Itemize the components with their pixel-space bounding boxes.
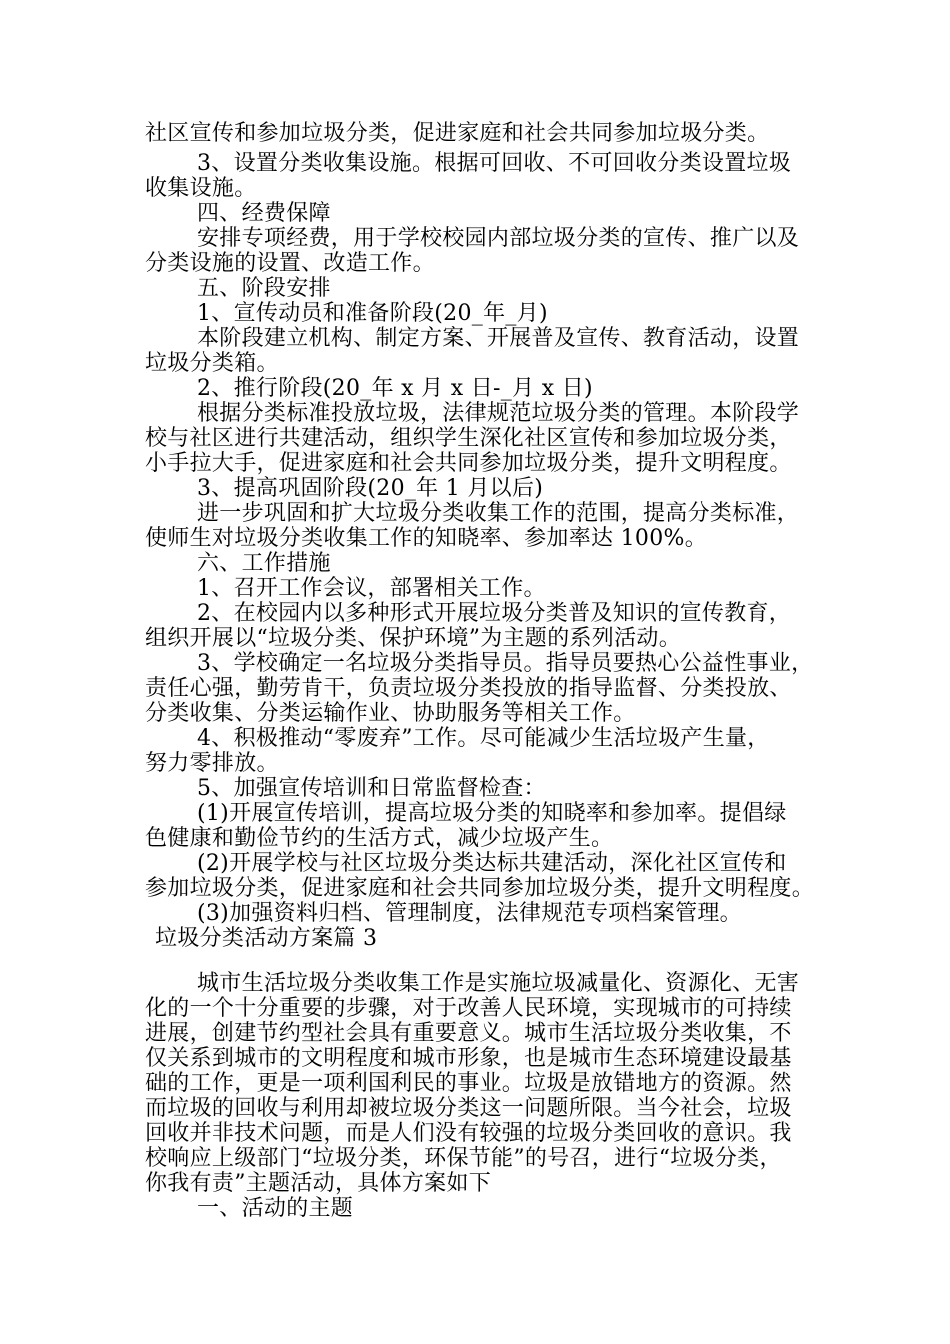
text-line: (1)开展宣传培训，提高垃圾分类的知晓率和参加率。提倡绿 <box>197 801 787 826</box>
text-line: 你我有责”主题活动，具体方案如下 <box>145 1171 492 1196</box>
text-line: 5、加强宣传培训和日常监督检查： <box>197 776 546 801</box>
article-title: 垃圾分类活动方案篇 3 <box>155 926 378 951</box>
text-line: 收集设施。 <box>145 176 257 201</box>
section-heading: 一、活动的主题 <box>197 1196 354 1221</box>
text-line: 础的工作，更是一项利国利民的事业。垃圾是放错地方的资源。然 <box>145 1071 792 1096</box>
text-line: 安排专项经费，用于学校校园内部垃圾分类的宣传、推广以及 <box>197 226 800 251</box>
text-line: 使师生对垃圾分类收集工作的知晓率、参加率达 100%。 <box>145 526 707 551</box>
text-line: 小手拉大手，促进家庭和社会共同参加垃圾分类，提升文明程度。 <box>145 451 792 476</box>
text-line: 分类收集、分类运输作业、协助服务等相关工作。 <box>145 701 636 726</box>
text-line: 社区宣传和参加垃圾分类，促进家庭和社会共同参加垃圾分类。 <box>145 121 770 146</box>
text-line: (3)加强资料归档、管理制度，法律规范专项档案管理。 <box>197 901 742 926</box>
text-line: 3、学校确定一名垃圾分类指导员。指导员要热心公益性事业， <box>197 651 814 676</box>
section-heading: 六、工作措施 <box>197 551 331 576</box>
text-line: 进展，创建节约型社会具有重要意义。城市生活垃圾分类收集，不 <box>145 1021 792 1046</box>
text-line: 2、推行阶段(20_年 x 月 x 日-_月 x 日) <box>197 376 593 401</box>
text-line: 1、召开工作会议，部署相关工作。 <box>197 576 546 601</box>
text-line: 校与社区进行共建活动，组织学生深化社区宣传和参加垃圾分类， <box>145 426 792 451</box>
text-line: 4、积极推动“零废弃”工作。尽可能减少生活垃圾产生量， <box>197 726 770 751</box>
text-line: 1、宣传动员和准备阶段(20_年_月) <box>197 301 548 326</box>
section-heading: 四、经费保障 <box>197 201 331 226</box>
text-line: 仅关系到城市的文明程度和城市形象，也是城市生态环境建设最基 <box>145 1046 792 1071</box>
text-line: 城市生活垃圾分类收集工作是实施垃圾减量化、资源化、无害 <box>197 971 800 996</box>
text-line: 化的一个十分重要的步骤，对于改善人民环境，实现城市的可持续 <box>145 996 792 1021</box>
text-line: 校响应上级部门“垃圾分类，环保节能”的号召，进行“垃圾分类， <box>145 1146 782 1171</box>
section-heading: 五、阶段安排 <box>197 276 331 301</box>
text-line: 努力零排放。 <box>145 751 279 776</box>
text-line: 而垃圾的回收与利用却被垃圾分类这一问题所限。当今社会，垃圾 <box>145 1096 792 1121</box>
text-line: 分类设施的设置、改造工作。 <box>145 251 435 276</box>
text-line: (2)开展学校与社区垃圾分类达标共建活动，深化社区宣传和 <box>197 851 787 876</box>
text-line: 回收并非技术问题，而是人们没有较强的垃圾分类回收的意识。我 <box>145 1121 792 1146</box>
text-line: 责任心强，勤劳肯干，负责垃圾分类投放的指导监督、分类投放、 <box>145 676 792 701</box>
text-line: 根据分类标准投放垃圾，法律规范垃圾分类的管理。本阶段学 <box>197 401 800 426</box>
text-line: 3、设置分类收集设施。根据可回收、不可回收分类设置垃圾 <box>197 151 792 176</box>
text-line: 组织开展以“垃圾分类、保护环境”为主题的系列活动。 <box>145 626 681 651</box>
text-line: 2、在校园内以多种形式开展垃圾分类普及知识的宣传教育， <box>197 601 792 626</box>
text-line: 3、提高巩固阶段(20_年 1 月以后) <box>197 476 544 501</box>
text-line: 垃圾分类箱。 <box>145 351 279 376</box>
text-line: 本阶段建立机构、制定方案、开展普及宣传、教育活动，设置 <box>197 326 800 351</box>
text-line: 色健康和勤俭节约的生活方式，减少垃圾产生。 <box>145 826 614 851</box>
text-line: 参加垃圾分类，促进家庭和社会共同参加垃圾分类，提升文明程度。 <box>145 876 815 901</box>
text-line: 进一步巩固和扩大垃圾分类收集工作的范围，提高分类标准， <box>197 501 800 526</box>
